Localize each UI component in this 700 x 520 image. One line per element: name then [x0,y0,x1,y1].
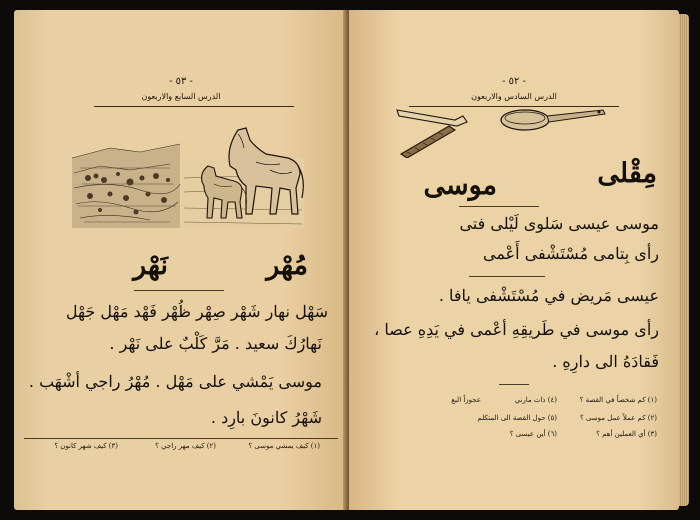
left-question-2: (٢) كيف مهر راجي ؟ [155,442,216,450]
right-word-1: مِقْلى [597,158,657,189]
left-text-line-2: نَهارُكَ سعيد . مَرَّ كَلْبٌ على نَهْر . [109,334,322,353]
left-question-3: (٣) كيف شهر كانون ؟ [54,442,118,450]
left-page [14,10,348,510]
right-lesson-title: الدرس السادس والاربعون [471,92,557,101]
right-question-4: (٤) ذات مارني [514,396,557,404]
left-text-line-3: موسى يَمْشي على مَهْل . مُهْرُ راجي أشْهَب . [28,372,322,391]
left-page-number: - ٥٣ - [169,76,193,87]
razor-illustration [393,102,473,158]
right-mid-rule [469,276,545,277]
right-bottom-rule [499,384,529,385]
right-question-4-cont: عجوزاً البع [451,396,481,404]
right-question-6: (٦) أين عيسى ؟ [509,430,557,438]
left-bottom-rule [24,438,338,439]
right-question-3: (٣) أي العملين أهم ؟ [596,430,657,438]
horses-illustration [70,118,306,234]
right-text-line-1: موسى عيسى سَلوى لَيْلى فتى [459,214,659,233]
right-question-5: (٥) حول القصة الى المتكلم [477,414,557,422]
page-edges [679,14,689,506]
right-text-line-3: عيسى مَريض في مُسْتَشْفى يافا . [438,286,659,305]
left-text-line-1: سَهْل نهار شَهْر صِهْر ظُهْر فَهْد مَهْل جَهْل [65,302,328,321]
right-question-1: (١) كم شخصاً في القصة ؟ [579,396,657,404]
left-word-1: مُهْر [266,250,308,281]
frying-pan-illustration [499,96,609,138]
left-mid-rule [134,290,224,291]
left-title-rule [94,106,294,107]
right-page-number: - ٥٢ - [502,76,526,87]
right-question-2: (٢) كم عملاً عمل موسى ؟ [579,414,657,422]
right-word-2: موسى [423,170,497,201]
right-page [349,10,679,510]
right-text-line-4: رأى موسى في طَريقِهِ أعْمى في يَدِهِ عصا ، [374,320,659,339]
left-text-line-4: شَهْرُ كانونَ بارِد . [210,408,322,427]
left-word-2: نَهْر [133,250,168,281]
right-top-rule [459,206,539,207]
left-question-1: (١) كيف يمشي موسى ؟ [248,442,320,450]
left-lesson-title: الدرس السابع والاربعون [141,92,221,101]
right-text-line-5: فَقادَهُ الى دارِهِ . [552,352,659,371]
right-text-line-2: رأى بِتامى مُسْتَشْفى أَعْمى [483,244,659,263]
